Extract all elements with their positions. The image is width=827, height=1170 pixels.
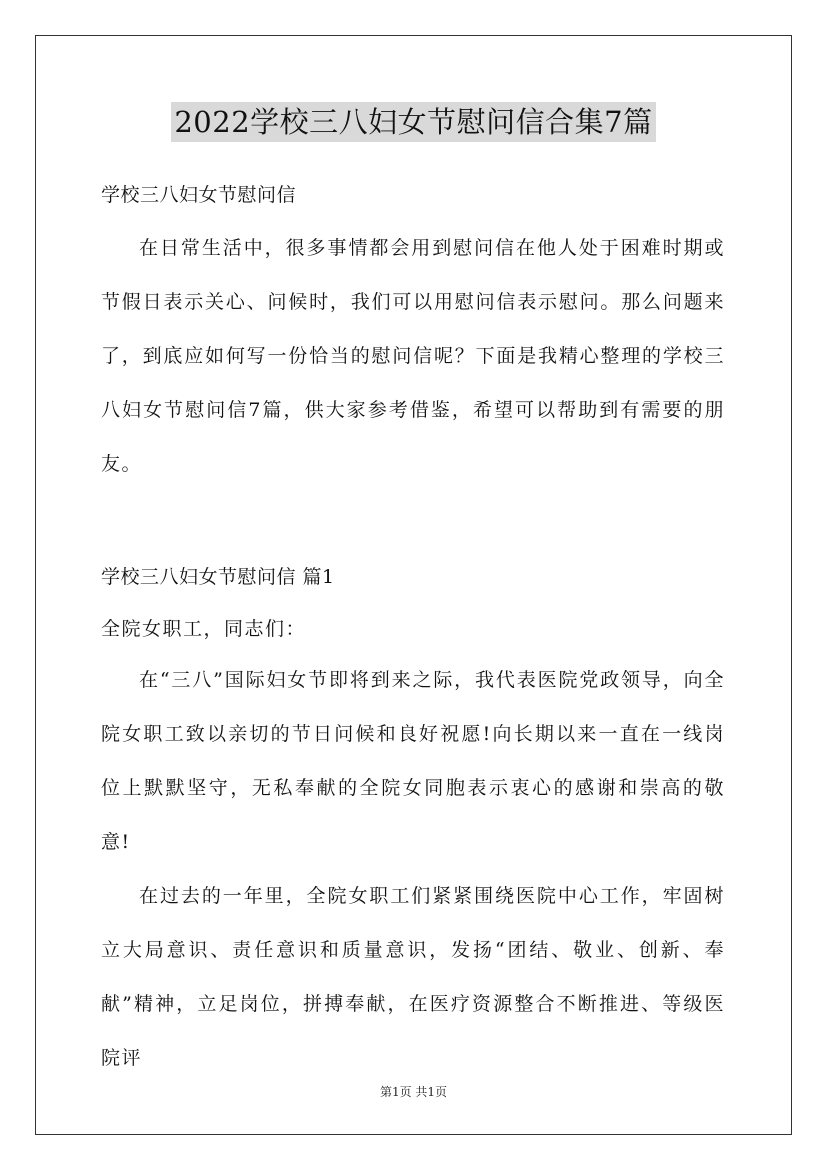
letter-body	[101, 653, 725, 1085]
letter-paragraph-1: 在“三八”国际妇女节即将到来之际，我代表医院党政领导，向全院女职工致以亲切的节日问候和良好祝愿!向长期以来一直在一线岗位上默默坚守，无私奉献的全院女同胞表示衷心的感谢和崇高的敬意!	[101, 669, 725, 853]
page-footer: 第1页 共1页	[379, 1085, 448, 1099]
document-subtitle: 学校三八妇女节慰问信	[101, 184, 297, 206]
letter-paragraph-2: 在过去的一年里，全院女职工们紧紧围绕医院中心工作，牢固树立大局意识、责任意识和质量意识，发扬“团结、敬业、创新、奉献”精神，立足岗位，拼搏奉献，在医疗资源整合不断推进、等级医院评	[101, 885, 725, 1069]
document-title: 2022学校三八妇女节慰问信合集7篇	[171, 102, 655, 142]
intro-block	[101, 221, 725, 491]
salutation: 全院女职工，同志们：	[101, 618, 307, 640]
intro-paragraph: 在日常生活中，很多事情都会用到慰问信在他人处于困难时期或节假日表示关心、问候时，我们可以用慰问信表示慰问。那么问题来了，到底应如何写一份恰当的慰问信呢？下面是我精心整理的学校三八妇女节慰问信7篇，供大家参考借鉴，希望可以帮助到有需要的朋友。	[101, 237, 725, 475]
section-heading: 学校三八妇女节慰问信 篇1	[101, 566, 335, 588]
title-container	[0, 102, 827, 142]
